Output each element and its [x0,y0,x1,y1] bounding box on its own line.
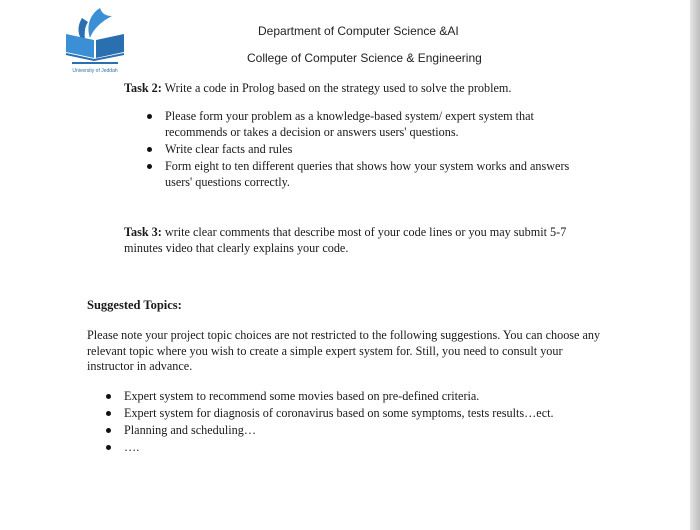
logo-caption: University of Jeddah [72,68,118,74]
list-item [106,422,626,438]
bullet-icon [106,445,111,450]
task3-label: Task 3: [124,225,162,239]
list-item-text: Please form your problem as a knowledge-based system/ expert system that recommends or takes a decision or answers users' questions. [165,109,534,139]
topics-paragraph: Please note your project topic choices are not restricted to the following suggestions. You can choose any relevant topic where you wish to create a simple expert system for. Still, you need to consult your instructor in advance. [87,328,601,373]
list-item [147,141,587,157]
page-edge-shadow [690,0,700,530]
bullet-icon [106,428,111,433]
task3-text: write clear comments that describe most of your code lines or you may submit 5-7 minutes video that clearly explains your code. [124,225,567,255]
topics-bullet-list [106,388,626,456]
university-logo-icon [60,4,130,76]
list-item [147,158,587,190]
list-item [106,439,626,455]
list-item-text: Planning and scheduling… [124,423,257,437]
bullet-icon [106,411,111,416]
task2-label: Task 2: [124,81,162,95]
list-item [147,108,587,140]
list-item-text: …. [124,440,140,454]
list-item-text: Expert system for diagnosis of coronavirus based on some symptoms, tests results…ect. [124,406,554,420]
list-item-text: Form eight to ten different queries that shows how your system works and answers users' questions correctly. [165,159,570,189]
task3-paragraph [124,224,604,256]
bullet-icon [147,147,152,152]
task2-text: Write a code in Prolog based on the strategy used to solve the problem. [161,81,512,95]
department-title: Department of Computer Science &AI [258,24,459,38]
task2-line [124,80,604,96]
bullet-icon [147,114,152,119]
list-item-text: Write clear facts and rules [165,142,293,156]
list-item [106,405,626,421]
task2-bullet-list [147,108,587,191]
bullet-icon [147,164,152,169]
bullet-icon [106,394,111,399]
list-item [106,388,626,404]
suggested-topics-heading: Suggested Topics: [87,298,182,312]
list-item-text: Expert system to recommend some movies based on pre-defined criteria. [124,389,480,403]
college-title: College of Computer Science & Engineering [247,51,482,65]
